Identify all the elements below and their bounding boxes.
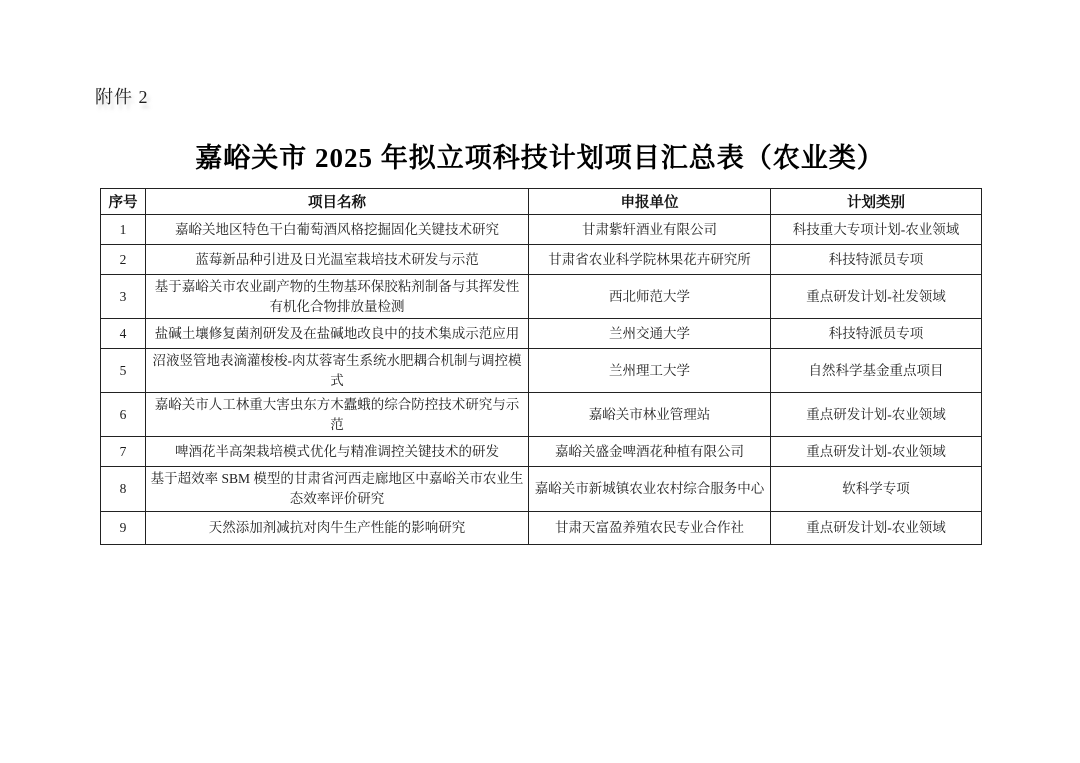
project-name-cell: 嘉峪关地区特色干白葡萄酒风格挖掘固化关键技术研究 — [146, 215, 529, 245]
category-cell: 重点研发计划-农业领域 — [771, 437, 982, 467]
page-title: 嘉峪关市 2025 年拟立项科技计划项目汇总表（农业类） — [195, 143, 885, 173]
project-name-cell: 基于嘉峪关市农业副产物的生物基环保胶粘剂制备与其挥发性有机化合物排放量检测 — [146, 275, 529, 319]
table-row — [101, 467, 982, 511]
attachment-label: 附件 2 — [95, 87, 149, 107]
project-name-cell: 蓝莓新品种引进及日光温室栽培技术研发与示范 — [146, 245, 529, 275]
row-number-cell: 8 — [101, 467, 146, 511]
table-row — [101, 393, 982, 437]
project-name-cell: 基于超效率 SBM 模型的甘肃省河西走廊地区中嘉峪关市农业生态效率评价研究 — [146, 467, 529, 511]
applicant-cell: 甘肃省农业科学院林果花卉研究所 — [529, 245, 771, 275]
table-row — [101, 215, 982, 245]
category-cell: 科技特派员专项 — [771, 245, 982, 275]
category-cell: 科技特派员专项 — [771, 319, 982, 349]
project-name-cell: 天然添加剂减抗对肉牛生产性能的影响研究 — [146, 511, 529, 544]
table-row — [101, 275, 982, 319]
row-number-cell: 6 — [101, 393, 146, 437]
row-number-cell: 3 — [101, 275, 146, 319]
category-cell: 重点研发计划-农业领域 — [771, 511, 982, 544]
applicant-cell: 兰州理工大学 — [529, 349, 771, 393]
project-name-cell: 啤酒花半高架栽培模式优化与精准调控关键技术的研发 — [146, 437, 529, 467]
category-cell: 软科学专项 — [771, 467, 982, 511]
project-name-cell: 沼液竖管地表滴灌梭梭-肉苁蓉寄生系统水肥耦合机制与调控模式 — [146, 349, 529, 393]
project-name-cell: 盐碱土壤修复菌剂研发及在盐碱地改良中的技术集成示范应用 — [146, 319, 529, 349]
table-header-row — [101, 189, 982, 215]
applicant-cell: 嘉峪关市林业管理站 — [529, 393, 771, 437]
projects-table — [100, 188, 982, 545]
applicant-cell: 嘉峪关盛金啤酒花种植有限公司 — [529, 437, 771, 467]
row-number-cell: 9 — [101, 511, 146, 544]
col-header-project-name: 项目名称 — [146, 189, 529, 215]
table-row — [101, 319, 982, 349]
table-row — [101, 511, 982, 544]
applicant-cell: 嘉峪关市新城镇农业农村综合服务中心 — [529, 467, 771, 511]
row-number-cell: 1 — [101, 215, 146, 245]
table-row — [101, 349, 982, 393]
col-header-applicant-unit: 申报单位 — [529, 189, 771, 215]
row-number-cell: 4 — [101, 319, 146, 349]
applicant-cell: 甘肃天富盈养殖农民专业合作社 — [529, 511, 771, 544]
col-header-plan-category: 计划类别 — [771, 189, 982, 215]
row-number-cell: 2 — [101, 245, 146, 275]
category-cell: 重点研发计划-农业领域 — [771, 393, 982, 437]
row-number-cell: 7 — [101, 437, 146, 467]
col-header-index: 序号 — [101, 189, 146, 215]
category-cell: 科技重大专项计划-农业领域 — [771, 215, 982, 245]
applicant-cell: 兰州交通大学 — [529, 319, 771, 349]
project-name-cell: 嘉峪关市人工林重大害虫东方木蠹蛾的综合防控技术研究与示范 — [146, 393, 529, 437]
table-row — [101, 437, 982, 467]
row-number-cell: 5 — [101, 349, 146, 393]
category-cell: 重点研发计划-社发领域 — [771, 275, 982, 319]
table-row — [101, 245, 982, 275]
applicant-cell: 西北师范大学 — [529, 275, 771, 319]
category-cell: 自然科学基金重点项目 — [771, 349, 982, 393]
applicant-cell: 甘肃紫轩酒业有限公司 — [529, 215, 771, 245]
